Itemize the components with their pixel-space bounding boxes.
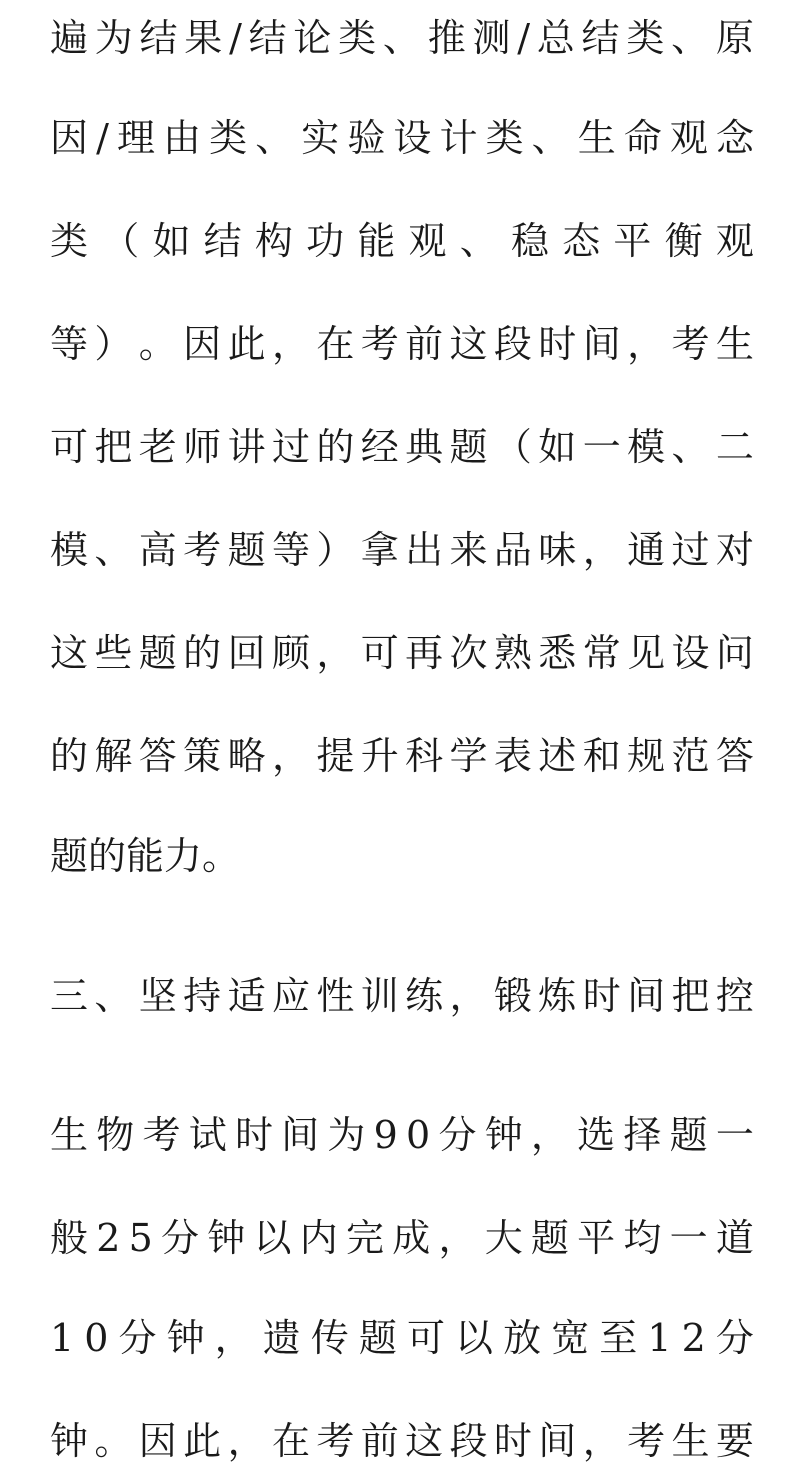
paragraph-line: 生 物 考 试 时 间 为 9 0 分 钟 ， 选 择 题 一 xyxy=(50,1113,754,1157)
paragraph-line: 般 2 5 分 钟 以 内 完 成 ， 大 题 平 均 一 道 xyxy=(50,1216,754,1260)
paragraph-line: 因 / 理 由 类 、 实 验 设 计 类 、 生 命 观 念 xyxy=(50,116,754,160)
paragraph-line: 遍 为 结 果 / 结 论 类 、 推 测 / 总 结 类 、 原 xyxy=(50,16,754,60)
paragraph-line: 的 解 答 策 略 ， 提 升 科 学 表 述 和 规 范 答 xyxy=(50,734,754,778)
paragraph-line: 类 （ 如 结 构 功 能 观 、 稳 态 平 衡 观 xyxy=(50,219,754,263)
section-heading: 三 、 坚 持 适 应 性 训 练 ， 锻 炼 时 间 把 控 xyxy=(50,974,754,1018)
paragraph-line: 可 把 老 师 讲 过 的 经 典 题 （ 如 一 模 、 二 xyxy=(50,425,754,469)
paragraph-line: 1 0 分 钟 ， 遗 传 题 可 以 放 宽 至 1 2 分 xyxy=(50,1316,754,1360)
paragraph-line: 模 、 高 考 题 等 ） 拿 出 来 品 味 ， 通 过 对 xyxy=(50,528,754,572)
paragraph-line: 题的能力。 xyxy=(50,834,241,878)
paragraph-line: 这 些 题 的 回 顾 ， 可 再 次 熟 悉 常 见 设 问 xyxy=(50,631,754,675)
paragraph-line: 钟 。 因 此 ， 在 考 前 这 段 时 间 ， 考 生 要 xyxy=(50,1419,754,1463)
paragraph-line: 等 ） 。 因 此 ， 在 考 前 这 段 时 间 ， 考 生 xyxy=(50,322,754,366)
